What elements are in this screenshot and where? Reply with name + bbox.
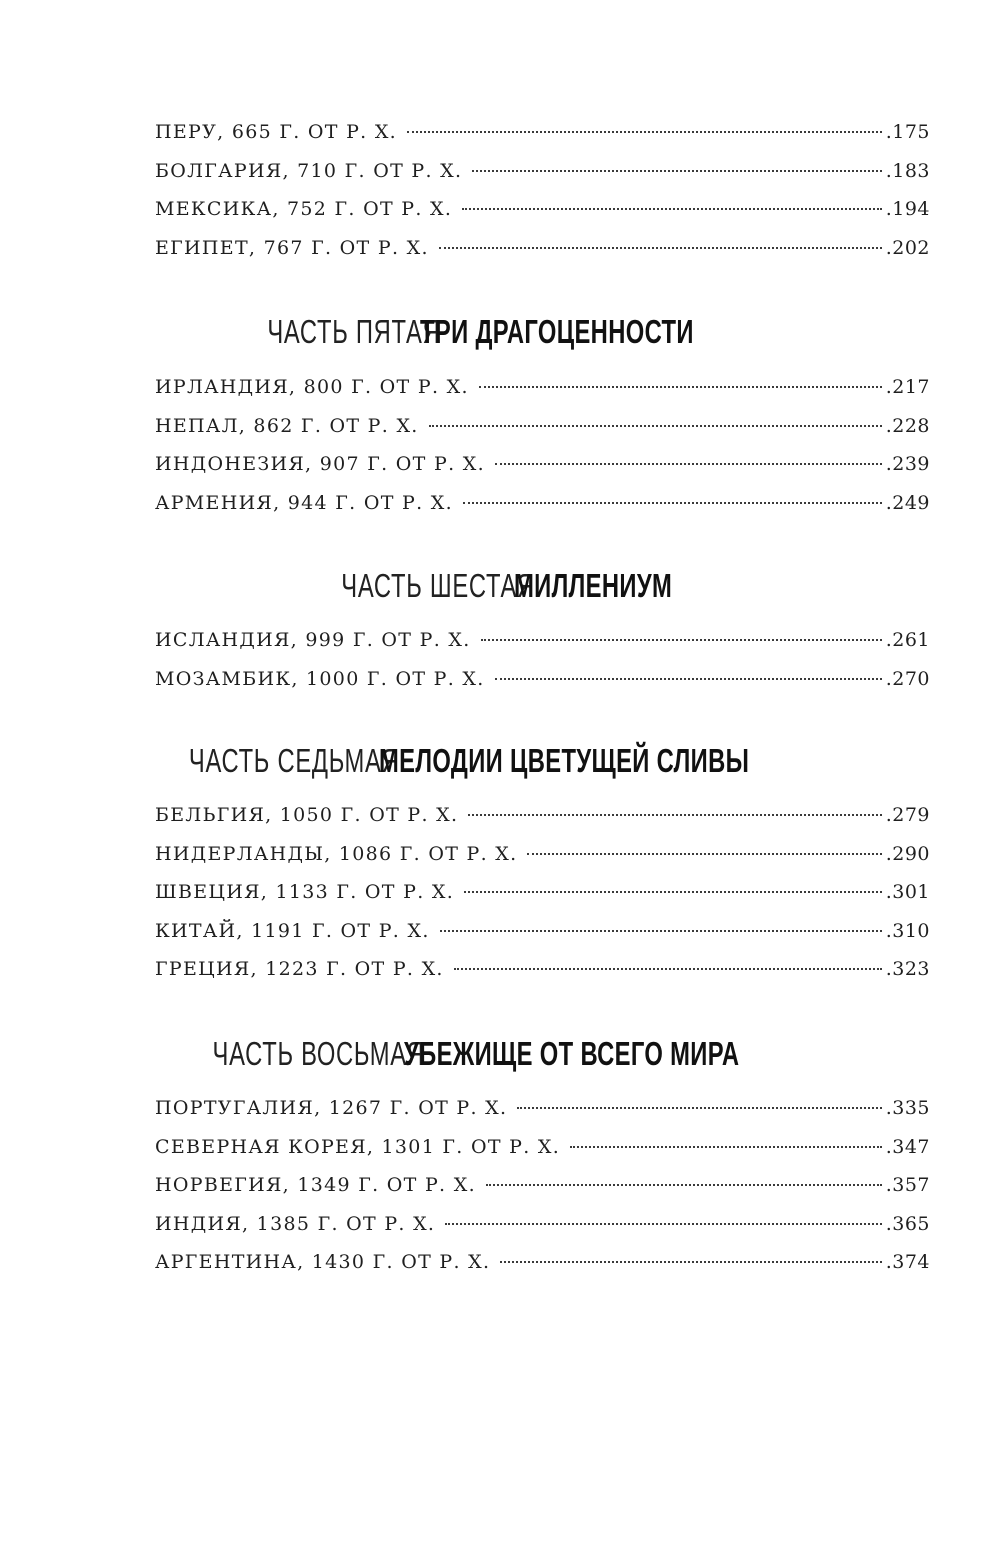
toc-entry[interactable] — [155, 376, 930, 415]
toc-entry[interactable] — [155, 629, 930, 668]
toc-entry[interactable] — [155, 198, 930, 237]
part-title: МЕЛОДИИ ЦВЕТУЩЕЙ СЛИВЫ — [378, 742, 749, 779]
entry-page-number: .279 — [885, 804, 930, 826]
entry-title: СЕВЕРНАЯ КОРЕЯ, 1301 Г. ОТ Р. Х. — [155, 1135, 561, 1158]
toc-entries — [155, 629, 930, 706]
entry-page-number: .347 — [885, 1135, 930, 1158]
entry-title: МОЗАМБИК, 1000 Г. ОТ Р. Х. — [155, 667, 485, 690]
toc-entry[interactable] — [155, 1251, 930, 1290]
entry-title: НЕПАЛ, 862 Г. ОТ Р. Х. — [155, 414, 419, 437]
entry-page-number: .261 — [885, 629, 930, 651]
entry-title: АРМЕНИЯ, 944 Г. ОТ Р. Х. — [155, 491, 453, 514]
entry-page-number: .290 — [885, 842, 930, 865]
part-title: МИЛЛЕНИУМ — [514, 567, 673, 604]
part-heading — [0, 566, 1000, 606]
dot-leader — [454, 968, 882, 970]
toc-entry[interactable] — [155, 1136, 930, 1175]
entry-page-number: .323 — [885, 958, 930, 980]
dot-leader — [440, 930, 882, 932]
part-heading — [0, 312, 1000, 352]
entry-page-number: .301 — [885, 881, 930, 903]
entry-title: НИДЕРЛАНДЫ, 1086 Г. ОТ Р. Х. — [155, 842, 518, 865]
toc-entry[interactable] — [155, 668, 930, 707]
toc-entry[interactable] — [155, 415, 930, 454]
dot-leader — [479, 386, 882, 388]
entry-title: ИНДИЯ, 1385 Г. ОТ Р. Х. — [155, 1212, 436, 1235]
dot-leader — [570, 1146, 882, 1148]
entry-title: ГРЕЦИЯ, 1223 Г. ОТ Р. Х. — [155, 958, 444, 980]
dot-leader — [500, 1261, 881, 1263]
dot-leader — [481, 639, 882, 641]
toc-entries — [155, 804, 930, 997]
dot-leader — [429, 425, 882, 427]
toc-entries — [155, 1097, 930, 1290]
toc-entry[interactable] — [155, 453, 930, 492]
entry-title: БЕЛЬГИЯ, 1050 Г. ОТ Р. Х. — [155, 804, 459, 826]
part-label: ЧАСТЬ ПЯТАЯ — [267, 313, 441, 350]
entry-title: КИТАЙ, 1191 Г. ОТ Р. Х. — [155, 919, 430, 942]
entry-page-number: .335 — [885, 1097, 930, 1119]
dot-leader — [439, 247, 882, 249]
entry-title: ИРЛАНДИЯ, 800 Г. ОТ Р. Х. — [155, 376, 469, 398]
entry-page-number: .357 — [885, 1174, 930, 1196]
entry-title: НОРВЕГИЯ, 1349 Г. ОТ Р. Х. — [155, 1174, 476, 1196]
part-title: УБЕЖИЩЕ ОТ ВСЕГО МИРА — [404, 1035, 740, 1072]
entry-page-number: .310 — [885, 919, 930, 942]
entry-title: АРГЕНТИНА, 1430 Г. ОТ Р. Х. — [155, 1251, 491, 1273]
entry-page-number: .228 — [885, 414, 930, 437]
toc-entry[interactable] — [155, 160, 930, 199]
dot-leader — [407, 131, 882, 133]
entry-title: МЕКСИКА, 752 Г. ОТ Р. Х. — [155, 198, 453, 220]
part-label: ЧАСТЬ ВОСЬМАЯ — [212, 1035, 425, 1072]
toc-entry[interactable] — [155, 804, 930, 843]
toc-entry[interactable] — [155, 492, 930, 531]
toc-entries — [155, 376, 930, 530]
entry-title: ИНДОНЕЗИЯ, 907 Г. ОТ Р. Х. — [155, 453, 485, 475]
part-label: ЧАСТЬ СЕДЬМАЯ — [188, 742, 400, 779]
part-heading — [0, 1034, 1000, 1074]
part-heading — [0, 741, 1000, 781]
dot-leader — [495, 678, 882, 680]
toc-entry[interactable] — [155, 958, 930, 997]
toc-entry[interactable] — [155, 920, 930, 959]
toc-entries — [155, 121, 930, 275]
toc-entry[interactable] — [155, 237, 930, 276]
toc-entry[interactable] — [155, 1097, 930, 1136]
entry-title: БОЛГАРИЯ, 710 Г. ОТ Р. Х. — [155, 159, 463, 182]
entry-page-number: .374 — [885, 1251, 930, 1273]
dot-leader — [445, 1223, 881, 1225]
entry-page-number: .270 — [885, 667, 930, 690]
part-label: ЧАСТЬ ШЕСТАЯ — [341, 567, 536, 604]
entry-page-number: .202 — [885, 236, 930, 259]
entry-title: ЕГИПЕТ, 767 Г. ОТ Р. Х. — [155, 236, 429, 259]
dot-leader — [462, 208, 881, 210]
dot-leader — [468, 814, 881, 816]
dot-leader — [517, 1107, 881, 1109]
toc-entry[interactable] — [155, 1213, 930, 1252]
entry-title: ПЕРУ, 665 Г. ОТ Р. Х. — [155, 121, 398, 143]
entry-page-number: .194 — [885, 198, 930, 220]
entry-page-number: .365 — [885, 1212, 930, 1235]
toc-entry[interactable] — [155, 881, 930, 920]
entry-title: ПОРТУГАЛИЯ, 1267 Г. ОТ Р. Х. — [155, 1097, 508, 1119]
dot-leader — [486, 1184, 882, 1186]
entry-title: ШВЕЦИЯ, 1133 Г. ОТ Р. Х. — [155, 881, 455, 903]
dot-leader — [464, 891, 882, 893]
toc-entry[interactable] — [155, 1174, 930, 1213]
entry-page-number: .217 — [885, 376, 930, 398]
entry-page-number: .175 — [885, 121, 930, 143]
dot-leader — [472, 170, 881, 172]
entry-title: ИСЛАНДИЯ, 999 Г. ОТ Р. Х. — [155, 629, 471, 651]
entry-page-number: .249 — [885, 491, 930, 514]
entry-page-number: .183 — [885, 159, 930, 182]
dot-leader — [463, 502, 882, 504]
part-title: ТРИ ДРАГОЦЕННОСТИ — [419, 313, 694, 350]
dot-leader — [495, 463, 882, 465]
dot-leader — [527, 853, 881, 855]
toc-entry[interactable] — [155, 121, 930, 160]
entry-page-number: .239 — [885, 453, 930, 475]
toc-entry[interactable] — [155, 843, 930, 882]
